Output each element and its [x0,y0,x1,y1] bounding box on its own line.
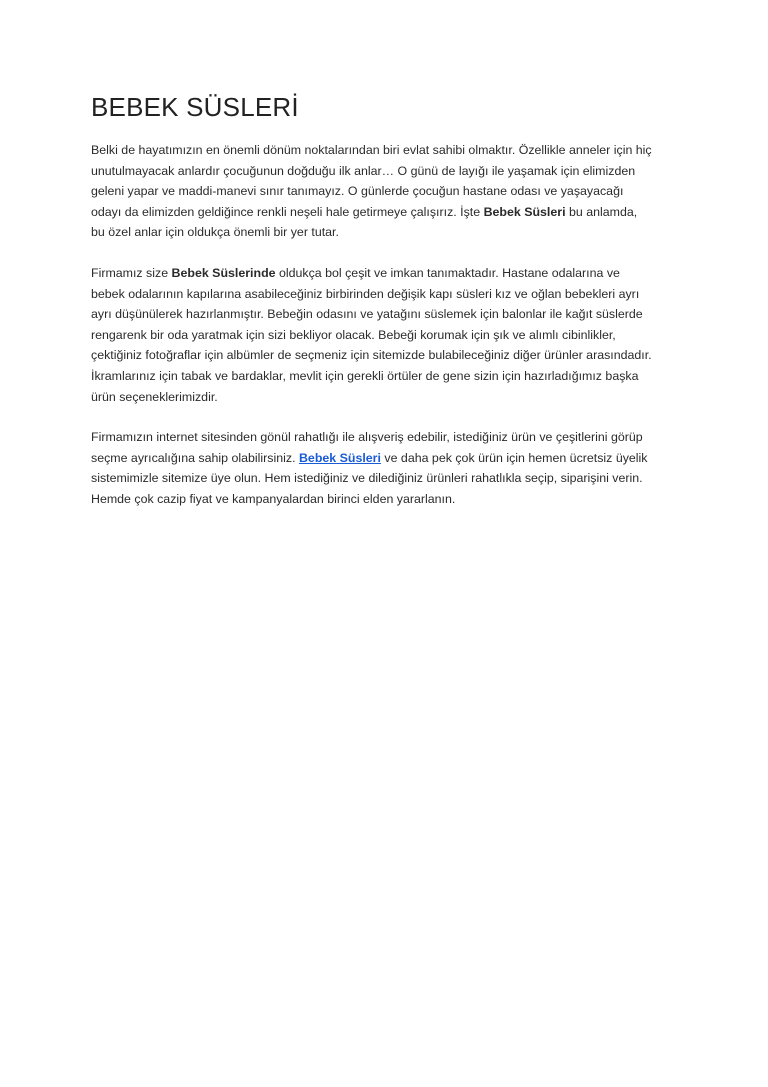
text-line: ayrı düşünülerek hazırlanmıştır. Bebeğin odasını ve yatağını süslemek için balonlar ile kağıt süslerde [91,307,643,322]
text-line: sistemimizle sitemize üye olun. Hem istediğiniz ve dilediğiniz ürünleri rahatlıkla seçip, siparişini verin. [91,471,643,486]
bold-term-bebek-suslerinde: Bebek Süslerinde [171,265,276,280]
document-page [91,92,691,530]
text-line: İkramlarınız için tabak ve bardaklar, mevlit için gerekli örtüler de gene sizin için hazırladığımız başka [91,368,639,383]
text-line: seçme ayrıcalığına sahip olabilirsiniz. Bebek Süsleri ve daha pek çok ürün için hemen ücretsiz üyelik [91,450,648,465]
text-line: geleni yapar ve maddi-manevi sınır tanımayız. O günlerde çocuğun hastane odası ve yaşayacağı [91,184,624,199]
bold-term-bebek-susleri: Bebek Süsleri [483,204,566,219]
text-line: rengarenk bir oda yaratmak için sizi bekliyor olacak. Bebeği korumak için şık ve alımlı cibinlikler, [91,327,616,342]
text-line: bebek odalarının kapılarına asabileceğiniz birbirinden değişik kapı süsleri kız ve oğlan bebekleri ayrı [91,286,640,301]
bebek-susleri-link[interactable]: Bebek Süsleri [298,450,381,465]
text-line: odayı da elimizden geldiğince renkli neşeli hale getirmeye çalışırız. İşte Bebek Süsleri bu anlamda, [91,204,638,219]
paragraph-products [91,263,691,407]
text-line: unutulmayacak anlardır çocuğunun doğduğu ilk anlar… O günü de layığı ile yaşamak için elimizden [91,163,636,178]
text-line: çektiğiniz fotoğraflar için albümler de seçmeniz için sitemizde bulabileceğiniz diğer ürünler arasındadır. [91,348,652,363]
text-line: bu özel anlar için oldukça önemli bir yer tutar. [91,225,339,240]
text-line: Belki de hayatımızın en önemli dönüm noktalarından biri evlat sahibi olmaktır. Özellikle anneler için hiç [91,143,652,157]
text-line: Hemde çok cazip fiyat ve kampanyalardan birinci elden yararlanın. [91,491,456,506]
text-line: Firmamız size Bebek Süslerinde oldukça bol çeşit ve imkan tanımaktadır. Hastane odalarına ve [91,265,620,280]
text-line: ürün seçeneklerimizdir. [91,389,218,404]
text-line: Firmamızın internet sitesinden gönül rahatlığı ile alışveriş edebilir, istediğiniz ürün ve çeşitlerini görüp [91,430,643,445]
document-title: BEBEK SÜSLERİ [91,92,299,122]
paragraph-website [91,427,691,509]
paragraph-intro [91,140,691,243]
